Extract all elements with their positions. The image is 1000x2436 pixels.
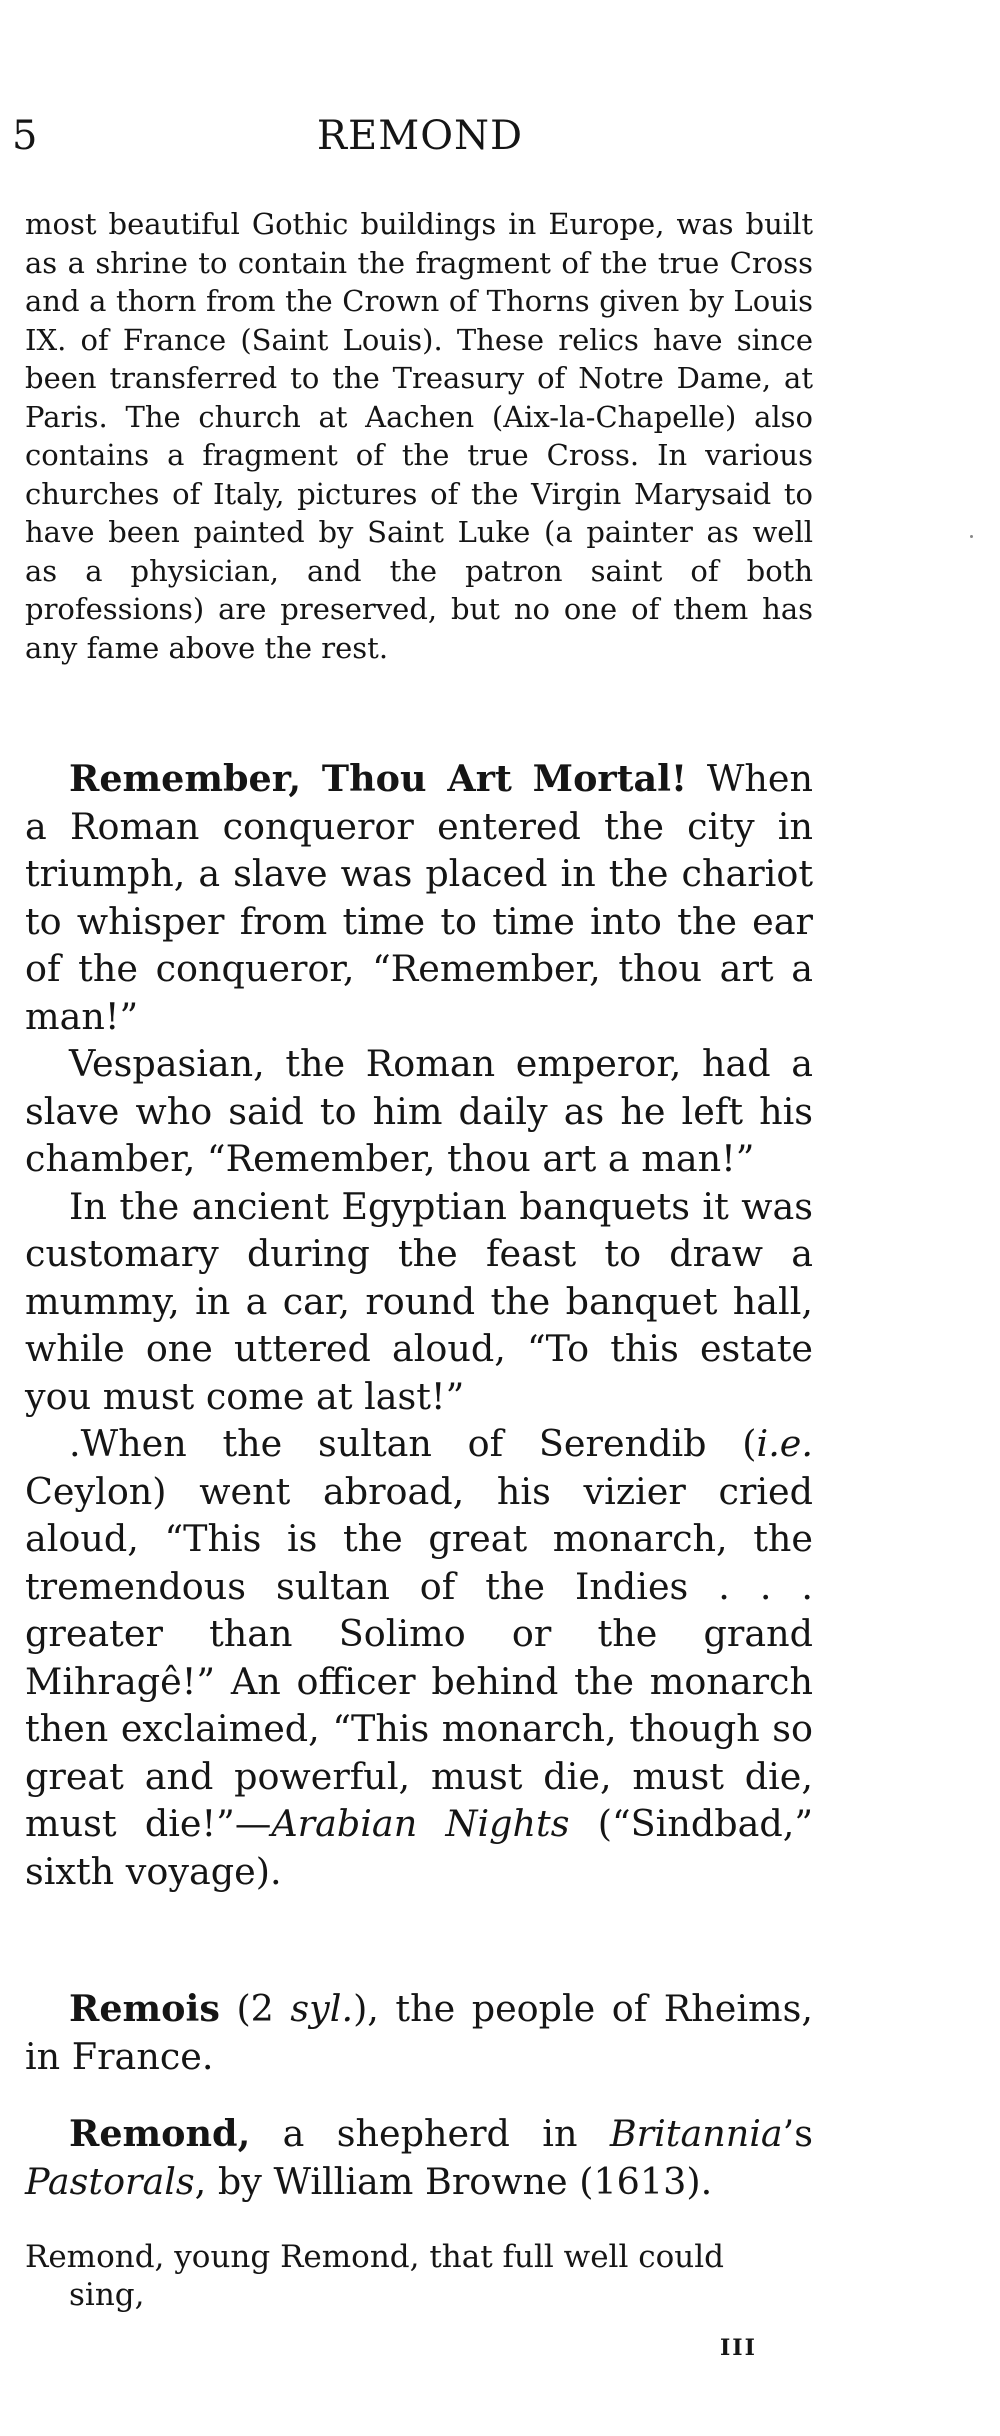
headword: Remois	[69, 1987, 220, 2030]
verse-quote	[25, 2238, 813, 2314]
entry-text: .When the sultan of Serendib (	[69, 1422, 757, 1465]
headword: Remond,	[69, 2112, 251, 2155]
headword: Remember, Thou Art Mortal!	[69, 757, 688, 800]
entry-paragraph	[25, 755, 813, 1040]
entry-text: a shepherd in	[250, 2112, 610, 2155]
entry-paragraph: In the ancient Egyptian banquets it was customary during the feast to draw a mummy, in a car, round the banquet hall, while one uttered aloud, “To this estate you must come at last!”	[25, 1184, 813, 1418]
entry-text: Ceylon) went abroad, his vizier cried aloud, “This is the great monarch, the tremendous sultan of the Indies . . . greater than Solimo or the grand Mihragê!” An officer behind the monarch then exclaimed, “This monarch, though so great and powerful, must die, must die, must die!”—	[25, 1469, 813, 1845]
continued-paragraph: most beautiful Gothic buildings in Europe, was built as a shrine to contain the fragment of the true Cross and a thorn from the Crown of Thorns given by Louis IX. of France (Saint Louis). These relics have since been transferred to the Treasury of Notre Dame, at Paris. The church at Aachen (Aix-la-Chapelle) also contains a fragment of the true Cross. In various churches of Italy, pictures of the Virgin Marysaid to have been painted by Saint Luke (a painter as well as a physician, and the patron saint of both professions) are preserved, but no one of them has any fame above the rest.	[25, 207, 813, 665]
cited-work: Arabian Nights	[271, 1802, 570, 1845]
entry-paragraph	[25, 2110, 813, 2205]
entry-text: (“Sindbad,” sixth voyage).	[25, 1802, 813, 1893]
entry-remember-thou-art-mortal	[25, 755, 813, 1895]
signature-mark: III	[720, 2335, 757, 2361]
entry-text: ), the people of Rheims, in France.	[25, 1987, 813, 2078]
entry-paragraph	[25, 1985, 813, 2080]
entry-paragraph: Vespasian, the Roman emperor, had a slave who said to him daily as he left his chamber, “Remember, thou art a man!”	[25, 1042, 813, 1180]
running-head: REMOND	[316, 113, 524, 159]
cited-work: Pastorals	[25, 2159, 195, 2203]
entry-text: (2	[219, 1987, 291, 2030]
page-header	[0, 108, 1000, 168]
abbreviation: i.e.	[756, 1422, 813, 1465]
entry-text: When a Roman conqueror entered the city in triumph, a slave was placed in the chariot to whisper from time to time into the ear of the conqueror, “Remember, thou art a man!”	[25, 757, 813, 1038]
entry-text: , by William Browne (1613).	[194, 2159, 713, 2203]
verse-line: Remond, young Remond, that full well could	[25, 2239, 724, 2275]
cited-work: Britannia	[609, 2112, 783, 2155]
entry-text: ’s	[782, 2112, 813, 2155]
verse-line: sing,	[69, 2277, 145, 2313]
page-number: 5	[12, 113, 38, 159]
print-speck	[970, 535, 973, 538]
entry-remond	[25, 2110, 813, 2205]
entry-remois	[25, 1985, 813, 2080]
abbreviation: syl.	[290, 1987, 354, 2030]
entry-paragraph	[25, 1420, 813, 1895]
